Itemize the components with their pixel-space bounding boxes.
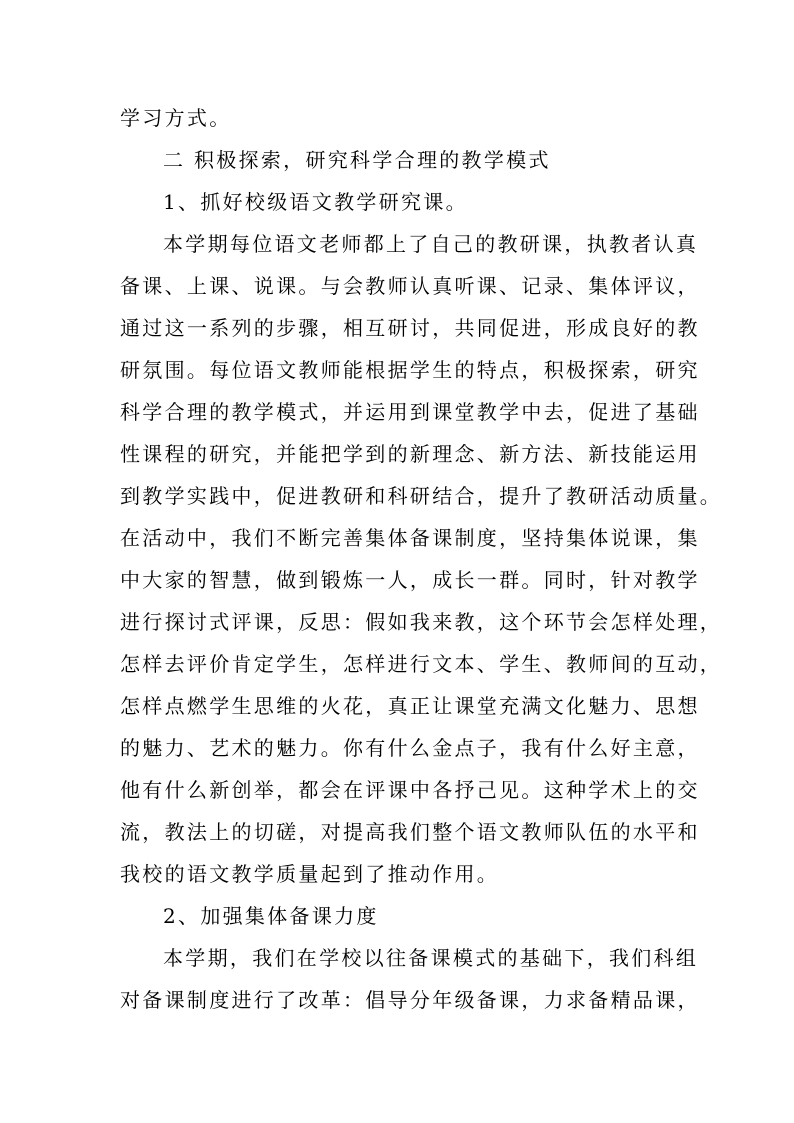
text-line: 的魅力、艺术的魅力。你有什么金点子，我有什么好主意， xyxy=(120,736,700,760)
text-line: 怎样去评价肯定学生，怎样进行文本、学生、教师间的互动， xyxy=(120,652,723,676)
text-line: 对备课制度进行了改革：倡导分年级备课，力求备精品课， xyxy=(120,988,700,1012)
text-line: 流，教法上的切磋，对提高我们整个语文教师队伍的水平和 xyxy=(120,820,700,844)
text-line: 性课程的研究，并能把学到的新理念、新方法、新技能运用 xyxy=(120,442,700,466)
text-line: 通过这一系列的步骤，相互研讨，共同促进，形成良好的教 xyxy=(120,316,700,340)
text-line: 在活动中，我们不断完善集体备课制度，坚持集体说课，集 xyxy=(120,526,700,550)
subsection-heading: 2、加强集体备课力度 xyxy=(163,904,379,928)
text-line: 本学期，我们在学校以往备课模式的基础下，我们科组 xyxy=(163,946,699,970)
text-line: 他有什么新创举，都会在评课中各抒己见。这种学术上的交 xyxy=(120,778,700,802)
text-line: 学习方式。 xyxy=(120,106,232,130)
text-line: 研氛围。每位语文教师能根据学生的特点，积极探索，研究 xyxy=(120,358,700,382)
text-line: 中大家的智慧，做到锻炼一人，成长一群。同时，针对教学 xyxy=(120,568,700,592)
text-line: 本学期每位语文老师都上了自己的教研课，执教者认真 xyxy=(163,232,699,256)
text-line: 科学合理的教学模式，并运用到课堂教学中去，促进了基础 xyxy=(120,400,700,424)
text-line: 进行探讨式评课，反思：假如我来教，这个环节会怎样处理， xyxy=(120,610,723,634)
text-line: 我校的语文教学质量起到了推动作用。 xyxy=(120,862,500,886)
text-line: 备课、上课、说课。与会教师认真听课、记录、集体评议， xyxy=(120,274,700,298)
section-heading: 二 积极探索，研究科学合理的教学模式 xyxy=(163,148,551,172)
subsection-heading: 1、抓好校级语文教学研究课。 xyxy=(163,190,468,214)
text-line: 到教学实践中，促进教研和科研结合，提升了教研活动质量。 xyxy=(120,484,723,508)
text-line: 怎样点燃学生思维的火花，真正让课堂充满文化魅力、思想 xyxy=(120,694,700,718)
